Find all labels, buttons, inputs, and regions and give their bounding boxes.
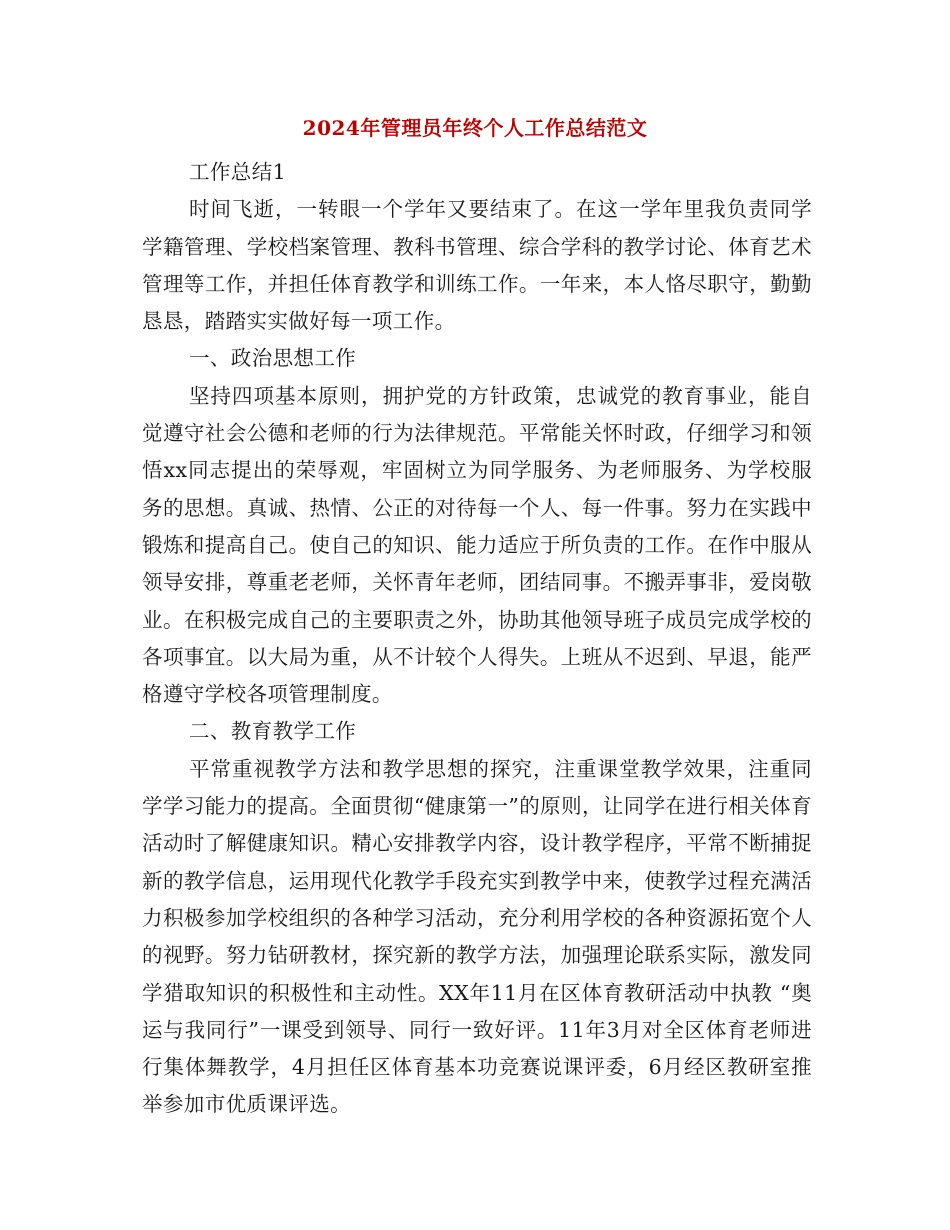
heading-political-work: 一、政治思想工作	[189, 346, 357, 371]
document-body	[142, 154, 812, 1124]
political-work-paragraph: 坚持四项基本原则，拥护党的方针政策，忠诚党的教育事业，能自觉遵守社会公德和老师的行为法律规范。平常能关怀时政，仔细学习和领悟xx同志提出的荣辱观，牢固树立为同学服务、为老师服务、为学校服务的思想。真诚、热情、公正的对待每一个人、每一件事。努力在实践中锻炼和提高自己。使自己的知识、能力适应于所负责的工作。在作中服从领导安排，尊重老老师，关怀青年老师，团结同事。不搬弄事非，爱岗敬业。在积极完成自己的主要职责之外，协助其他领导班子成员完成学校的各项事宜。以大局为重，从不计较个人得失。上班从不迟到、早退，能严格遵守学校各项管理制度。	[142, 383, 812, 707]
document-title: 2024年管理员年终个人工作总结范文	[302, 116, 648, 140]
teaching-work-paragraph: 平常重视教学方法和教学思想的探究，注重课堂教学效果，注重同学学习能力的提高。全面贯彻“健康第一”的原则，让同学在进行相关体育活动时了解健康知识。精心安排教学内容，设计教学程序，平常不断捕捉新的教学信息，运用现代化教学手段充实到教学中来，使教学过程充满活力积极参加学校组织的各种学习活动，充分利用学校的各种资源拓宽个人的视野。努力钻研教材，探究新的教学方法，加强理论联系实际，激发同学猎取知识的积极性和主动性。XX年11月在区体育教研活动中执教 “奥运与我同行”一课受到领导、同行一致好评。11年3月对全区体育老师进行集体舞教学，4月担任区体育基本功竞赛说课评委，6月经区教研室推举参加市优质课评选。	[142, 756, 812, 1117]
heading-teaching-work: 二、教育教学工作	[189, 719, 357, 744]
intro-paragraph: 时间飞逝，一转眼一个学年又要结束了。在这一学年里我负责同学学籍管理、学校档案管理、教科书管理、综合学科的教学讨论、体育艺术管理等工作，并担任体育教学和训练工作。一年来，本人恪尽职守，勤勤恳恳，踏踏实实做好每一项工作。	[142, 197, 812, 334]
section-label: 工作总结1	[189, 160, 287, 184]
